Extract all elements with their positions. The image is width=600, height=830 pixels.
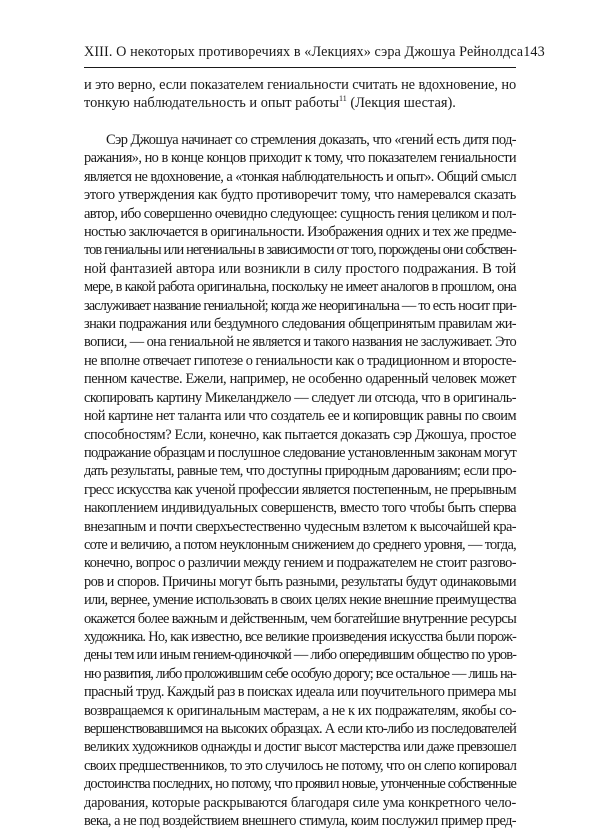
text-line [84,94,516,112]
text-line: накоплением индивидуальных совершенств, вместо того чтобы быть сперва [84,500,516,517]
text-line: великих художников однажды и достиг высот мастерства или даже превзошел [84,739,516,756]
text-line: ной картине нет таланта или что создатель ее и копировщик равны по своим [84,408,516,425]
text-line: мере, в какой работа оригинальна, поскольку не имеет аналогов в прошлом, она [84,279,516,296]
text-segment: (Лекция шестая). [346,95,456,112]
text-line: века, а не под воздействием внешнего стимула, коим послужил пример пред- [84,813,516,830]
text-line: вописи, — она гениальной не является и такого названия не заслуживает. Это [84,334,517,351]
text-line: ню развития, либо проложившим себе особую дорогу; все остальное — лишь на- [84,665,516,682]
running-header [84,44,545,64]
text-line: пенном качестве. Ежели, например, не особенно одаренный человек может [84,371,516,388]
text-line: гресс искусства как ученой профессии является постепенным, не прерывным [84,481,516,498]
text-line: подражание образцам и послушное следование установленным законам могут [84,444,517,461]
text-line: тов гениальны или негениальны в зависимости от того, порождены они собствен- [84,242,516,259]
text-line: конечно, вопрос о различии между гением и подражателем не стоит разгово- [84,555,516,572]
text-line: своих предшественников, то это случилось не потому, что он слепо копировал [84,757,517,774]
text-line: является не вдохновение, а «тонкая наблюдательность и опыт». Общий смысл [84,168,516,185]
text-line: ной фантазией автора или возникли в силу простого подражания. В той [84,260,516,277]
text-line: знаки подражания или бездумного следования общепринятым правилам жи- [84,316,516,333]
text-line: Сэр Джошуа начинает со стремления доказать, что «гений есть дитя под- [106,132,516,148]
text-line: или, вернее, умение использовать в своих целях некие внешние преимущества [84,592,516,609]
footnote-marker[interactable]: 11 [339,94,347,104]
text-segment: тонкую наблюдательность и опыт работы [84,95,340,112]
text-line: ностью заключается в оригинальности. Изображения одних и тех же предме- [84,224,516,241]
main-paragraph [84,131,516,830]
text-line: ров и споров. Причины могут быть разными, результаты будут одинаковыми [84,573,516,590]
intro-paragraph [84,76,516,113]
text-line: дены тем или иным гением-одиночкой — либо опередившим общество по уров- [84,647,516,664]
text-line: внезапным и почти сверхъестественно чудесным взлетом к высочайшей кра- [84,518,516,535]
page-number: 143 [523,44,545,60]
text-line: дарования, которые раскрываются благодаря силе ума конкретного чело- [84,794,516,811]
text-line: дать результаты, равные тем, что доступны природным дарованиям; если про- [84,463,516,480]
text-line: вершенствовавшимся на высоких образцах. А если кто-либо из последователей [84,721,516,737]
text-line: возвращаемся к оригинальным мастерам, а не к их подражателям, якобы со- [84,702,516,719]
chapter-title: XIII. О некоторых противоречиях в «Лекциях» сэра Джошуа Рейнолдса [84,44,524,60]
text-line: соте и величию, а потом неуклонным снижением до среднего уровня, — тогда, [84,536,516,553]
text-line: не вполне отвечает гипотезе о гениальности как о традиционном и второсте- [84,352,516,369]
text-line: скопировать картину Микеланджело — следует ли отсюда, что в оригиналь- [84,389,516,406]
text-line: достоинства последних, но потому, что проявил новые, утонченные собственные [84,776,516,793]
text-line: художника. Но, как известно, все великие произведения искусства были порож- [84,628,516,645]
text-line: заслуживает название гениальной; когда же неоригинальна — то есть носит при- [84,297,516,314]
text-line: автор, ибо совершенно очевидно следующее: сущность гения целиком и пол- [84,205,516,222]
text-line: прасный труд. Каждый раз в поисках идеала или поучительного примера мы [84,684,516,701]
text-line: способностям? Если, конечно, как пытается доказать сэр Джошуа, простое [84,426,516,443]
text-line: и это верно, если показателем гениальности считать не вдохновение, но [84,77,516,93]
text-line: ражания», но в конце концов приходит к тому, что показателем гениальности [84,150,516,167]
text-line: окажется более важным и действенным, чем богатейшие внутренние ресурсы [84,610,517,627]
header-rule [84,67,516,68]
text-line: этого утверждения как будто противоречит тому, что намеревался сказать [84,187,516,204]
